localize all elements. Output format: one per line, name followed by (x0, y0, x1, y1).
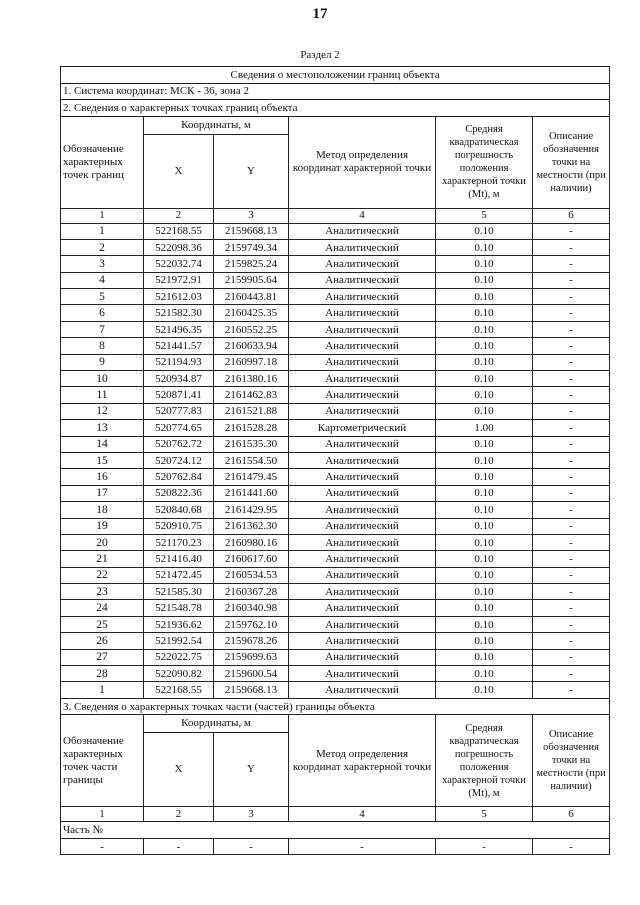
error: 0.10 (436, 371, 533, 387)
point-id: 12 (61, 403, 144, 419)
description: - (533, 616, 610, 632)
s3-header-y: Y (214, 733, 289, 807)
part-cell: - (61, 838, 144, 854)
error: 0.10 (436, 256, 533, 272)
coord-x: 522098.36 (144, 239, 214, 255)
table-row (61, 600, 610, 616)
description: - (533, 666, 610, 682)
point-id: 28 (61, 666, 144, 682)
method: Аналитический (289, 567, 436, 583)
section2-title: 2. Сведения о характерных точках границ объекта (61, 100, 610, 117)
s3-column-number: 5 (436, 807, 533, 822)
method: Аналитический (289, 616, 436, 632)
coord-x: 520840.68 (144, 502, 214, 518)
table-row (61, 272, 610, 288)
point-id: 24 (61, 600, 144, 616)
error: 0.10 (436, 321, 533, 337)
point-id: 3 (61, 256, 144, 272)
header-description: Описание обозначения точки на местности (при наличии) (533, 116, 610, 208)
error: 0.10 (436, 616, 533, 632)
point-id: 26 (61, 633, 144, 649)
error: 0.10 (436, 338, 533, 354)
table-row (61, 239, 610, 255)
description: - (533, 682, 610, 698)
error: 0.10 (436, 649, 533, 665)
table-row (61, 534, 610, 550)
method: Аналитический (289, 223, 436, 239)
description: - (533, 567, 610, 583)
part-cell: - (144, 838, 214, 854)
part-row (61, 838, 610, 854)
description: - (533, 256, 610, 272)
point-id: 23 (61, 584, 144, 600)
part-cell: - (533, 838, 610, 854)
coord-y: 2160534.53 (214, 567, 289, 583)
description: - (533, 338, 610, 354)
description: - (533, 321, 610, 337)
coord-y: 2160997.18 (214, 354, 289, 370)
point-id: 15 (61, 452, 144, 468)
description: - (533, 371, 610, 387)
method: Аналитический (289, 371, 436, 387)
coord-x: 521972.91 (144, 272, 214, 288)
coord-y: 2161535.30 (214, 436, 289, 452)
description: - (533, 534, 610, 550)
method: Аналитический (289, 600, 436, 616)
table-row (61, 403, 610, 419)
coord-x: 520910.75 (144, 518, 214, 534)
point-id: 10 (61, 371, 144, 387)
method: Аналитический (289, 387, 436, 403)
column-number: 4 (289, 208, 436, 223)
method: Аналитический (289, 354, 436, 370)
part-cell: - (436, 838, 533, 854)
description: - (533, 239, 610, 255)
coord-y: 2161441.60 (214, 485, 289, 501)
description: - (533, 633, 610, 649)
coord-y: 2160552.25 (214, 321, 289, 337)
coord-x: 520724.12 (144, 452, 214, 468)
table-row (61, 469, 610, 485)
point-id: 19 (61, 518, 144, 534)
table-row (61, 682, 610, 698)
method: Аналитический (289, 403, 436, 419)
header-x: X (144, 134, 214, 208)
table-row (61, 338, 610, 354)
method: Аналитический (289, 272, 436, 288)
coord-y: 2161362.30 (214, 518, 289, 534)
method: Аналитический (289, 534, 436, 550)
column-number: 6 (533, 208, 610, 223)
coord-y: 2159699.63 (214, 649, 289, 665)
description: - (533, 469, 610, 485)
coord-y: 2159678.26 (214, 633, 289, 649)
coord-x: 521472.45 (144, 567, 214, 583)
coord-y: 2160980.16 (214, 534, 289, 550)
header-coordinates: Координаты, м (144, 116, 289, 134)
s3-column-number: 4 (289, 807, 436, 822)
table-row (61, 518, 610, 534)
coord-y: 2160425.35 (214, 305, 289, 321)
error: 0.10 (436, 518, 533, 534)
description: - (533, 518, 610, 534)
s3-header-description: Описание обозначения точки на местности (при наличии) (533, 715, 610, 807)
header-error: Средняя квадратическая погрешность положения характерной точки (Mt), м (436, 116, 533, 208)
section-title: Раздел 2 (300, 49, 340, 61)
method: Аналитический (289, 682, 436, 698)
error: 0.10 (436, 272, 533, 288)
point-id: 8 (61, 338, 144, 354)
coord-y: 2160367.28 (214, 584, 289, 600)
description: - (533, 436, 610, 452)
description: - (533, 649, 610, 665)
header-y: Y (214, 134, 289, 208)
point-id: 14 (61, 436, 144, 452)
error: 0.10 (436, 666, 533, 682)
coord-x: 521194.93 (144, 354, 214, 370)
coord-x: 522168.55 (144, 682, 214, 698)
table-row (61, 502, 610, 518)
table-row (61, 354, 610, 370)
coord-system: 1. Система координат: МСК - 36, зона 2 (61, 83, 610, 100)
method: Аналитический (289, 502, 436, 518)
coord-y: 2159905.64 (214, 272, 289, 288)
method: Аналитический (289, 633, 436, 649)
coord-x: 522168.55 (144, 223, 214, 239)
method: Аналитический (289, 239, 436, 255)
header-designation: Обозначение характерных точек границ (61, 116, 144, 208)
error: 0.10 (436, 600, 533, 616)
method: Аналитический (289, 469, 436, 485)
method: Аналитический (289, 518, 436, 534)
part-label: Часть № (61, 822, 610, 839)
s3-header-method: Метод определения координат характерной точки (289, 715, 436, 807)
point-id: 13 (61, 420, 144, 436)
s3-column-number: 1 (61, 807, 144, 822)
description: - (533, 403, 610, 419)
s3-header-x: X (144, 733, 214, 807)
error: 0.10 (436, 289, 533, 305)
coord-y: 2161521.88 (214, 403, 289, 419)
coord-x: 520774.65 (144, 420, 214, 436)
coord-y: 2159668.13 (214, 223, 289, 239)
coord-x: 521612.03 (144, 289, 214, 305)
method: Аналитический (289, 666, 436, 682)
method: Картометрический (289, 420, 436, 436)
coord-x: 520822.36 (144, 485, 214, 501)
coord-x: 521441.57 (144, 338, 214, 354)
coord-y: 2161380.16 (214, 371, 289, 387)
description: - (533, 354, 610, 370)
section3-title: 3. Сведения о характерных точках части (частей) границы объекта (61, 698, 610, 715)
description: - (533, 600, 610, 616)
error: 0.10 (436, 534, 533, 550)
description: - (533, 420, 610, 436)
method: Аналитический (289, 551, 436, 567)
error: 0.10 (436, 485, 533, 501)
description: - (533, 584, 610, 600)
boundary-table (60, 66, 610, 855)
point-id: 27 (61, 649, 144, 665)
point-id: 18 (61, 502, 144, 518)
coord-x: 521170.23 (144, 534, 214, 550)
s3-header-coordinates: Координаты, м (144, 715, 289, 733)
point-id: 7 (61, 321, 144, 337)
table-row (61, 371, 610, 387)
column-number: 5 (436, 208, 533, 223)
point-id: 11 (61, 387, 144, 403)
coord-y: 2159749.34 (214, 239, 289, 255)
point-id: 16 (61, 469, 144, 485)
table-row (61, 649, 610, 665)
s3-column-number: 3 (214, 807, 289, 822)
coord-y: 2160340.98 (214, 600, 289, 616)
error: 0.10 (436, 223, 533, 239)
coord-y: 2159825.24 (214, 256, 289, 272)
error: 0.10 (436, 584, 533, 600)
coord-x: 520762.72 (144, 436, 214, 452)
coord-x: 522090.82 (144, 666, 214, 682)
table-row (61, 551, 610, 567)
table-title: Сведения о местоположении границ объекта (61, 67, 610, 84)
table-row (61, 256, 610, 272)
error: 0.10 (436, 436, 533, 452)
error: 0.10 (436, 551, 533, 567)
table-row (61, 305, 610, 321)
coord-x: 521496.35 (144, 321, 214, 337)
coord-x: 521992.54 (144, 633, 214, 649)
coord-y: 2159668.13 (214, 682, 289, 698)
coord-y: 2159600.54 (214, 666, 289, 682)
method: Аналитический (289, 321, 436, 337)
point-id: 1 (61, 682, 144, 698)
part-cell: - (214, 838, 289, 854)
column-number: 2 (144, 208, 214, 223)
point-id: 25 (61, 616, 144, 632)
column-number: 1 (61, 208, 144, 223)
error: 0.10 (436, 633, 533, 649)
method: Аналитический (289, 289, 436, 305)
point-id: 21 (61, 551, 144, 567)
coord-y: 2161554.50 (214, 452, 289, 468)
method: Аналитический (289, 649, 436, 665)
table-row (61, 223, 610, 239)
description: - (533, 272, 610, 288)
s3-column-numbers-row (61, 807, 610, 822)
coord-x: 522022.75 (144, 649, 214, 665)
method: Аналитический (289, 338, 436, 354)
column-numbers-row (61, 208, 610, 223)
point-id: 6 (61, 305, 144, 321)
error: 0.10 (436, 452, 533, 468)
header-method: Метод определения координат характерной точки (289, 116, 436, 208)
method: Аналитический (289, 256, 436, 272)
error: 0.10 (436, 502, 533, 518)
description: - (533, 289, 610, 305)
coord-y: 2160633.94 (214, 338, 289, 354)
coord-y: 2160617.60 (214, 551, 289, 567)
point-id: 5 (61, 289, 144, 305)
coord-x: 521936.62 (144, 616, 214, 632)
description: - (533, 452, 610, 468)
coord-x: 521585.30 (144, 584, 214, 600)
coord-x: 521582.30 (144, 305, 214, 321)
table-row (61, 436, 610, 452)
table-row (61, 289, 610, 305)
table-row (61, 420, 610, 436)
method: Аналитический (289, 305, 436, 321)
coord-y: 2159762.10 (214, 616, 289, 632)
coord-x: 521548.78 (144, 600, 214, 616)
error: 0.10 (436, 682, 533, 698)
table-row (61, 633, 610, 649)
coord-y: 2160443.81 (214, 289, 289, 305)
error: 0.10 (436, 567, 533, 583)
error: 0.10 (436, 354, 533, 370)
column-number: 3 (214, 208, 289, 223)
page-number: 17 (312, 6, 328, 22)
s3-header-designation: Обозначение характерных точек части границы (61, 715, 144, 807)
table-row (61, 616, 610, 632)
table-row (61, 666, 610, 682)
error: 0.10 (436, 469, 533, 485)
coord-x: 520777.83 (144, 403, 214, 419)
description: - (533, 223, 610, 239)
coord-x: 520762.84 (144, 469, 214, 485)
table-row (61, 485, 610, 501)
description: - (533, 551, 610, 567)
s3-column-number: 2 (144, 807, 214, 822)
table-row (61, 584, 610, 600)
method: Аналитический (289, 436, 436, 452)
table-row (61, 567, 610, 583)
point-id: 17 (61, 485, 144, 501)
table-row (61, 321, 610, 337)
error: 1.00 (436, 420, 533, 436)
method: Аналитический (289, 485, 436, 501)
error: 0.10 (436, 305, 533, 321)
point-id: 20 (61, 534, 144, 550)
error: 0.10 (436, 239, 533, 255)
method: Аналитический (289, 452, 436, 468)
coord-y: 2161429.95 (214, 502, 289, 518)
point-id: 4 (61, 272, 144, 288)
part-cell: - (289, 838, 436, 854)
coord-y: 2161479.45 (214, 469, 289, 485)
s3-column-number: 6 (533, 807, 610, 822)
point-id: 1 (61, 223, 144, 239)
method: Аналитический (289, 584, 436, 600)
coord-x: 522032.74 (144, 256, 214, 272)
s3-header-error: Средняя квадратическая погрешность положения характерной точки (Mt), м (436, 715, 533, 807)
table-row (61, 387, 610, 403)
point-id: 22 (61, 567, 144, 583)
description: - (533, 485, 610, 501)
coord-x: 520871.41 (144, 387, 214, 403)
point-id: 9 (61, 354, 144, 370)
coord-y: 2161462.83 (214, 387, 289, 403)
description: - (533, 502, 610, 518)
error: 0.10 (436, 403, 533, 419)
coord-y: 2161528.28 (214, 420, 289, 436)
error: 0.10 (436, 387, 533, 403)
point-id: 2 (61, 239, 144, 255)
coord-x: 520934.87 (144, 371, 214, 387)
table-row (61, 452, 610, 468)
description: - (533, 387, 610, 403)
coord-x: 521416.40 (144, 551, 214, 567)
description: - (533, 305, 610, 321)
